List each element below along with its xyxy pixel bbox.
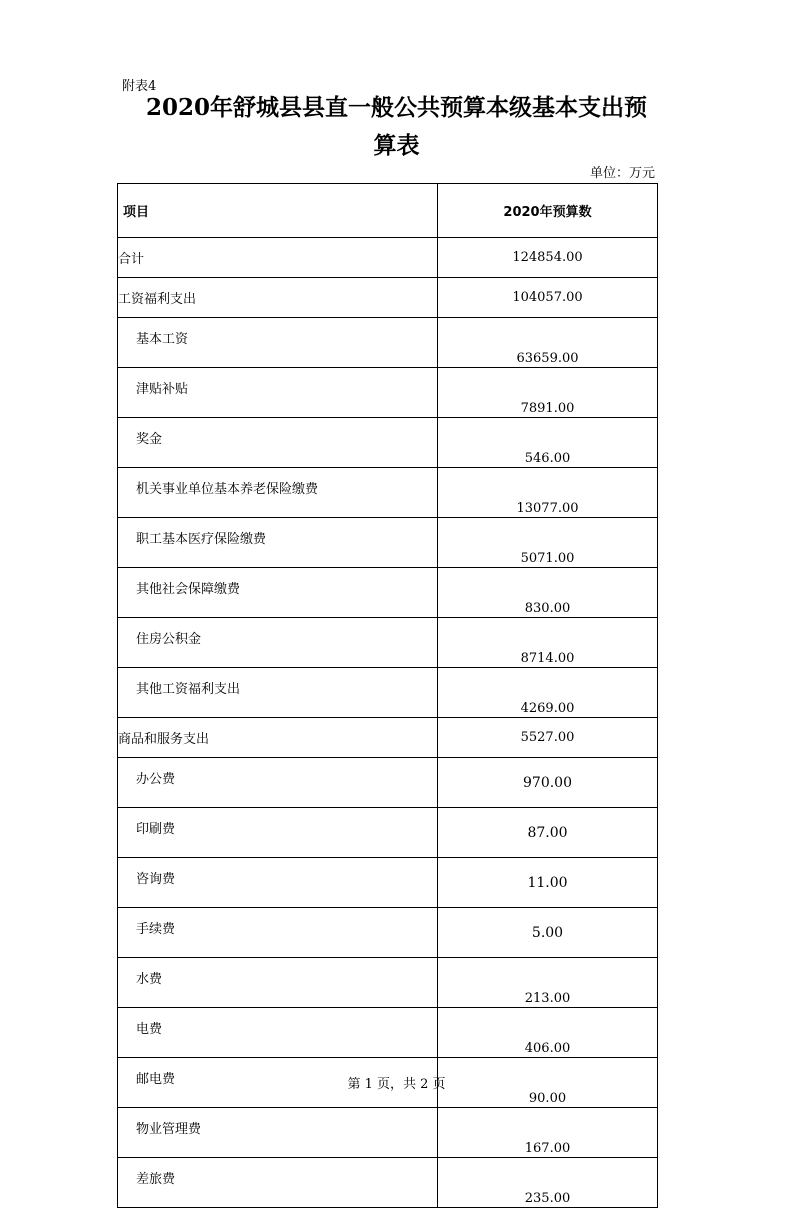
row-amount: 213.00 bbox=[438, 958, 658, 1008]
unit-label: 单位：万元 bbox=[589, 166, 655, 181]
page-title-line-1: 2020年舒城县县直一般公共预算本级基本支出预 bbox=[145, 94, 647, 121]
row-name: 水费 bbox=[118, 958, 438, 1008]
row-amount: 546.00 bbox=[438, 418, 658, 468]
row-name: 合计 bbox=[118, 238, 438, 278]
table-row bbox=[118, 1108, 658, 1158]
row-name: 差旅费 bbox=[118, 1158, 438, 1208]
row-name: 办公费 bbox=[118, 758, 438, 808]
row-name: 机关事业单位基本养老保险缴费 bbox=[118, 468, 438, 518]
row-name: 商品和服务支出 bbox=[118, 718, 438, 758]
row-name: 其他社会保障缴费 bbox=[118, 568, 438, 618]
row-amount: 5071.00 bbox=[438, 518, 658, 568]
row-amount: 167.00 bbox=[438, 1108, 658, 1158]
row-name: 职工基本医疗保险缴费 bbox=[118, 518, 438, 568]
table-row bbox=[118, 368, 658, 418]
table-row bbox=[118, 1008, 658, 1058]
table-row bbox=[118, 238, 658, 278]
header-amount: 2020年预算数 bbox=[438, 184, 658, 238]
row-name: 咨询费 bbox=[118, 858, 438, 908]
row-name: 电费 bbox=[118, 1008, 438, 1058]
row-amount: 124854.00 bbox=[438, 238, 658, 278]
table-row bbox=[118, 278, 658, 318]
row-name: 工资福利支出 bbox=[118, 278, 438, 318]
row-name: 物业管理费 bbox=[118, 1108, 438, 1158]
table-row bbox=[118, 858, 658, 908]
row-amount: 830.00 bbox=[438, 568, 658, 618]
page-title-line-2: 算表 bbox=[373, 132, 420, 159]
row-amount: 13077.00 bbox=[438, 468, 658, 518]
row-amount: 11.00 bbox=[438, 858, 658, 908]
row-amount: 7891.00 bbox=[438, 368, 658, 418]
table-row bbox=[118, 468, 658, 518]
table-header-row bbox=[118, 184, 658, 238]
row-name: 奖金 bbox=[118, 418, 438, 468]
table-row bbox=[118, 718, 658, 758]
row-amount: 90.00 bbox=[438, 1058, 658, 1108]
header-item: 项目 bbox=[118, 184, 438, 238]
row-name: 邮电费 bbox=[118, 1058, 438, 1108]
page-footer: 第 1 页，共 2 页 bbox=[347, 1077, 446, 1092]
table-row bbox=[118, 908, 658, 958]
table-row bbox=[118, 958, 658, 1008]
row-amount: 8714.00 bbox=[438, 618, 658, 668]
row-amount: 104057.00 bbox=[438, 278, 658, 318]
row-name: 其他工资福利支出 bbox=[118, 668, 438, 718]
table-row bbox=[118, 618, 658, 668]
annex-label: 附表4 bbox=[122, 79, 157, 94]
table-row bbox=[118, 518, 658, 568]
budget-table bbox=[117, 183, 658, 1208]
row-amount: 5527.00 bbox=[438, 718, 658, 758]
row-name: 津贴补贴 bbox=[118, 368, 438, 418]
table-row bbox=[118, 758, 658, 808]
row-name: 手续费 bbox=[118, 908, 438, 958]
table-row bbox=[118, 668, 658, 718]
table-row bbox=[118, 418, 658, 468]
table-row bbox=[118, 568, 658, 618]
row-name: 印刷费 bbox=[118, 808, 438, 858]
row-amount: 406.00 bbox=[438, 1008, 658, 1058]
table-row bbox=[118, 318, 658, 368]
table-row bbox=[118, 808, 658, 858]
row-amount: 4269.00 bbox=[438, 668, 658, 718]
row-amount: 63659.00 bbox=[438, 318, 658, 368]
row-amount: 970.00 bbox=[438, 758, 658, 808]
row-amount: 235.00 bbox=[438, 1158, 658, 1208]
row-amount: 87.00 bbox=[438, 808, 658, 858]
row-name: 基本工资 bbox=[118, 318, 438, 368]
row-name: 住房公积金 bbox=[118, 618, 438, 668]
row-amount: 5.00 bbox=[438, 908, 658, 958]
table-row bbox=[118, 1158, 658, 1208]
